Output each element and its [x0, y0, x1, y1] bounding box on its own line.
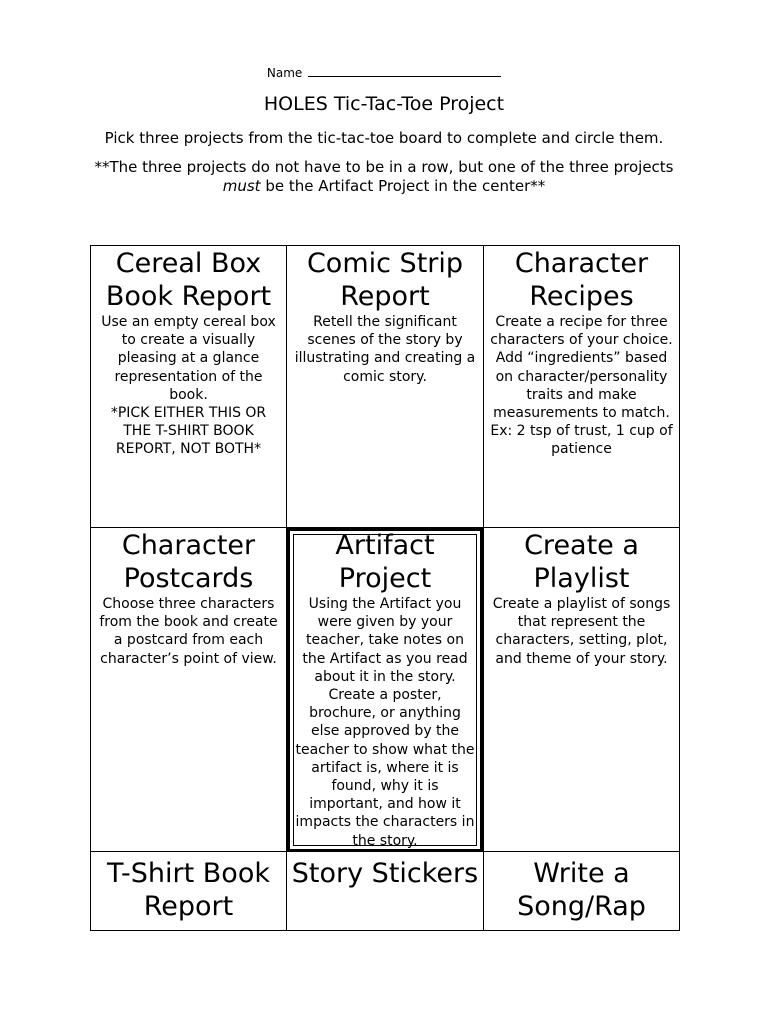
cell-description: Use an empty cereal box to create a visually pleasing at a glance representation of the book.	[101, 314, 276, 403]
cell-write-a-song-rap[interactable]	[484, 852, 679, 930]
cell-comic-strip-report[interactable]	[287, 246, 483, 527]
cell-heading: T-Shirt Book Report	[107, 858, 270, 922]
note-part1: **The three projects do not have to be in a row, but one of the three projects	[94, 158, 674, 176]
tic-tac-toe-board	[90, 245, 680, 931]
cell-extra-note: *PICK EITHER THIS OR THE T-SHIRT BOOK REPORT, NOT BOTH*	[110, 405, 267, 458]
name-blank-line[interactable]	[308, 65, 501, 77]
cell-artifact-project[interactable]	[290, 531, 480, 849]
cell-create-a-playlist[interactable]	[484, 528, 679, 851]
cell-description: Choose three characters from the book and create a postcard from each character’s point of view.	[99, 596, 278, 667]
cell-heading: Character Postcards	[121, 530, 256, 594]
cell-character-postcards[interactable]	[91, 528, 286, 851]
cell-description: Using the Artifact you were given by your teacher, take notes on the Artifact as you read about it in the story.	[302, 596, 468, 685]
center-requirement-note	[84, 158, 684, 196]
board-border-bottom	[90, 930, 680, 931]
cell-extra-note: Ex: 2 tsp of trust, 1 cup of patience	[490, 423, 673, 458]
cell-heading: Character Recipes	[514, 248, 649, 312]
note-part2: be the Artifact Project in the center**	[260, 177, 546, 195]
instruction-text: Pick three projects from the tic-tac-toe board to complete and circle them.	[104, 129, 664, 147]
name-label: Name	[266, 66, 303, 80]
cell-description: Create a playlist of songs that represent the characters, setting, plot, and theme of your story.	[492, 596, 671, 667]
cell-heading: Comic Strip Report	[306, 248, 464, 312]
cell-cereal-box-book-report[interactable]	[91, 246, 286, 527]
cell-description: Create a recipe for three characters of your choice. Add “ingredients” based on character/personality traits and make measurements to match.	[490, 314, 673, 422]
note-emphasis: must	[222, 177, 261, 195]
name-line	[0, 65, 768, 81]
cell-heading: Cereal Box Book Report	[105, 248, 272, 312]
page-title: HOLES Tic-Tac-Toe Project	[263, 93, 505, 115]
cell-t-shirt-book-report[interactable]	[91, 852, 286, 930]
cell-description: Retell the significant scenes of the story by illustrating and creating a comic story.	[294, 314, 476, 385]
cell-heading: Create a Playlist	[524, 530, 639, 594]
cell-story-stickers[interactable]	[287, 852, 483, 930]
cell-heading: Story Stickers	[291, 858, 479, 889]
cell-extra-note: Create a poster, brochure, or anything else approved by the teacher to show what the artifact is, where it is found, why it is important, and how it impacts the characters in the story.	[295, 687, 475, 849]
cell-heading: Write a Song/Rap	[517, 858, 646, 922]
cell-heading: Artifact Project	[335, 531, 435, 594]
board-border-right	[679, 245, 680, 931]
cell-character-recipes[interactable]	[484, 246, 679, 527]
